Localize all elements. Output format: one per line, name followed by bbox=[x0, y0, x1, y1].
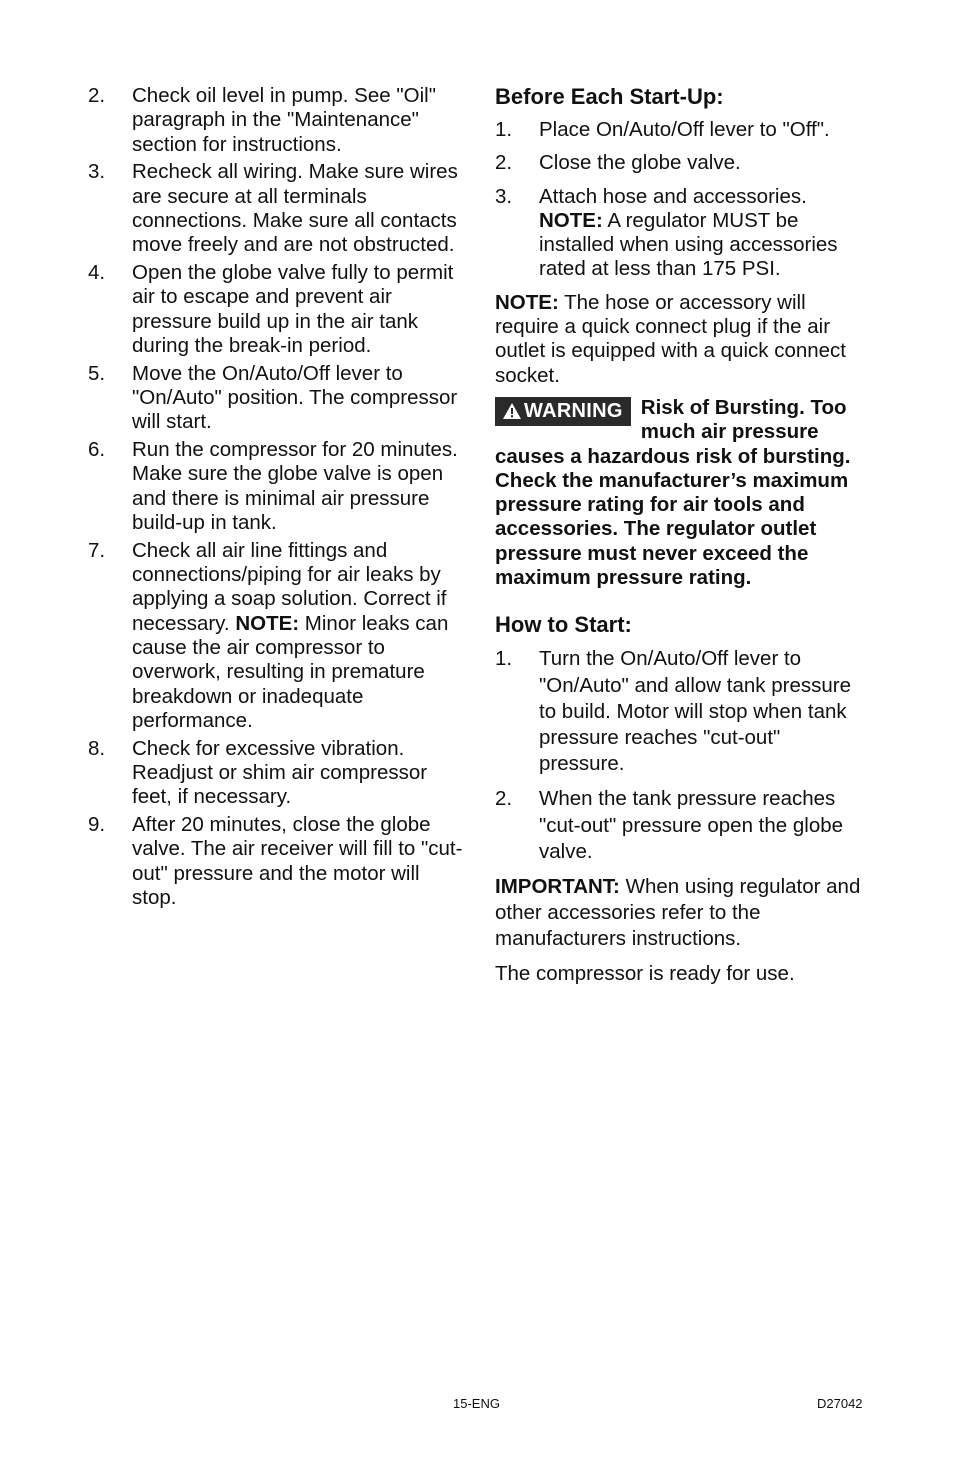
note-label: NOTE: bbox=[539, 208, 603, 232]
how-to-start-steps-list bbox=[495, 646, 867, 865]
list-item bbox=[495, 151, 867, 175]
note-text: A regulator MUST be installed when using accessories rated at less than 175 PSI. bbox=[539, 208, 838, 281]
list-item bbox=[495, 185, 867, 282]
note-label: NOTE: bbox=[495, 290, 559, 314]
list-item bbox=[88, 362, 463, 435]
step-text bbox=[539, 185, 867, 282]
warning-badge bbox=[495, 397, 631, 426]
before-start-heading: Before Each Start-Up: bbox=[495, 84, 724, 109]
step-number: 2. bbox=[88, 84, 106, 107]
step-text: Close the globe valve. bbox=[539, 151, 741, 175]
step-text: Run the compressor for 20 minutes. Make sure the globe valve is open and there is minimal air pressure build-up in tank. bbox=[132, 438, 458, 535]
list-item bbox=[495, 646, 867, 777]
list-item bbox=[495, 786, 867, 865]
important-text: When using regulator and other accessories refer to the manufacturers instructions. bbox=[495, 874, 861, 950]
important-label: IMPORTANT: bbox=[495, 874, 620, 898]
before-start-steps-list bbox=[495, 118, 867, 282]
step-number: 4. bbox=[88, 261, 106, 285]
step-text: Place On/Auto/Off lever to "Off". bbox=[539, 118, 830, 141]
list-item bbox=[88, 84, 463, 157]
list-item bbox=[88, 160, 463, 257]
list-item bbox=[88, 438, 463, 535]
warning-triangle-icon bbox=[503, 403, 521, 419]
step-number: 6. bbox=[88, 438, 106, 462]
step-text bbox=[132, 539, 463, 733]
hose-note bbox=[495, 291, 867, 388]
step-text-main: Attach hose and accessories. bbox=[539, 184, 807, 208]
step-number: 8. bbox=[88, 736, 106, 760]
step-number: 7. bbox=[88, 538, 106, 562]
step-text: Open the globe valve fully to permit air to escape and prevent air pressure build up in the air tank during the break-in period. bbox=[132, 261, 454, 357]
step-text-main: Check all air line fittings and connections/piping for air leaks by applying a soap solution. Correct if necessary. bbox=[132, 538, 447, 635]
step-text: Check oil level in pump. See "Oil" paragraph in the "Maintenance" section for instructions. bbox=[132, 84, 436, 156]
step-number: 1. bbox=[495, 118, 513, 141]
right-column bbox=[495, 84, 867, 995]
warning-badge-label: WARNING bbox=[524, 399, 623, 422]
step-number: 2. bbox=[495, 787, 513, 811]
list-item bbox=[88, 737, 463, 810]
note-text: Minor leaks can cause the air compressor to overwork, resulting in premature breakdown or inadequate performance. bbox=[132, 611, 449, 732]
list-item bbox=[495, 118, 867, 142]
document-code: D27042 bbox=[817, 1396, 863, 1411]
step-number: 3. bbox=[495, 184, 513, 208]
step-text: Move the On/Auto/Off lever to "On/Auto" position. The compressor will start. bbox=[132, 361, 458, 434]
step-text: Recheck all wiring. Make sure wires are secure at all terminals connections. Make sure all contacts move freely and are not obstructed. bbox=[132, 160, 458, 257]
step-text: When the tank pressure reaches "cut-out" pressure open the globe valve. bbox=[539, 787, 844, 863]
list-item bbox=[88, 539, 463, 733]
note-text: The hose or accessory will require a quick connect plug if the air outlet is equipped with a quick connect socket. bbox=[495, 290, 847, 387]
step-number: 5. bbox=[88, 361, 106, 385]
startup-steps-list bbox=[88, 84, 463, 910]
step-text: Check for excessive vibration. Readjust or shim air compressor feet, if necessary. bbox=[132, 736, 428, 809]
warning-block bbox=[495, 396, 867, 590]
important-note bbox=[495, 874, 867, 952]
note-label: NOTE: bbox=[235, 611, 300, 635]
step-number: 9. bbox=[88, 813, 106, 837]
how-to-start-heading: How to Start: bbox=[495, 612, 632, 638]
step-number: 1. bbox=[495, 647, 513, 671]
step-text: After 20 minutes, close the globe valve. The air receiver will fill to "cut-out" pressure and the motor will stop. bbox=[132, 813, 463, 909]
list-item bbox=[88, 813, 463, 910]
list-item bbox=[88, 261, 463, 358]
step-number: 2. bbox=[495, 151, 513, 175]
step-text: Turn the On/Auto/Off lever to "On/Auto" and allow tank pressure to build. Motor will stop when tank pressure reaches "cut-out" pressure. bbox=[539, 647, 851, 776]
page-number: 15-ENG bbox=[453, 1396, 500, 1411]
step-number: 3. bbox=[88, 160, 106, 184]
warning-text: Risk of Bursting. Too much air pressure causes a hazardous risk of bursting. Check the manufacturer’s maximum pressure rating for air tools and accessories. The regulator outlet pressure must never exceed the maximum pressure rating. bbox=[495, 395, 851, 590]
left-column bbox=[88, 84, 463, 914]
ready-text: The compressor is ready for use. bbox=[495, 961, 795, 985]
